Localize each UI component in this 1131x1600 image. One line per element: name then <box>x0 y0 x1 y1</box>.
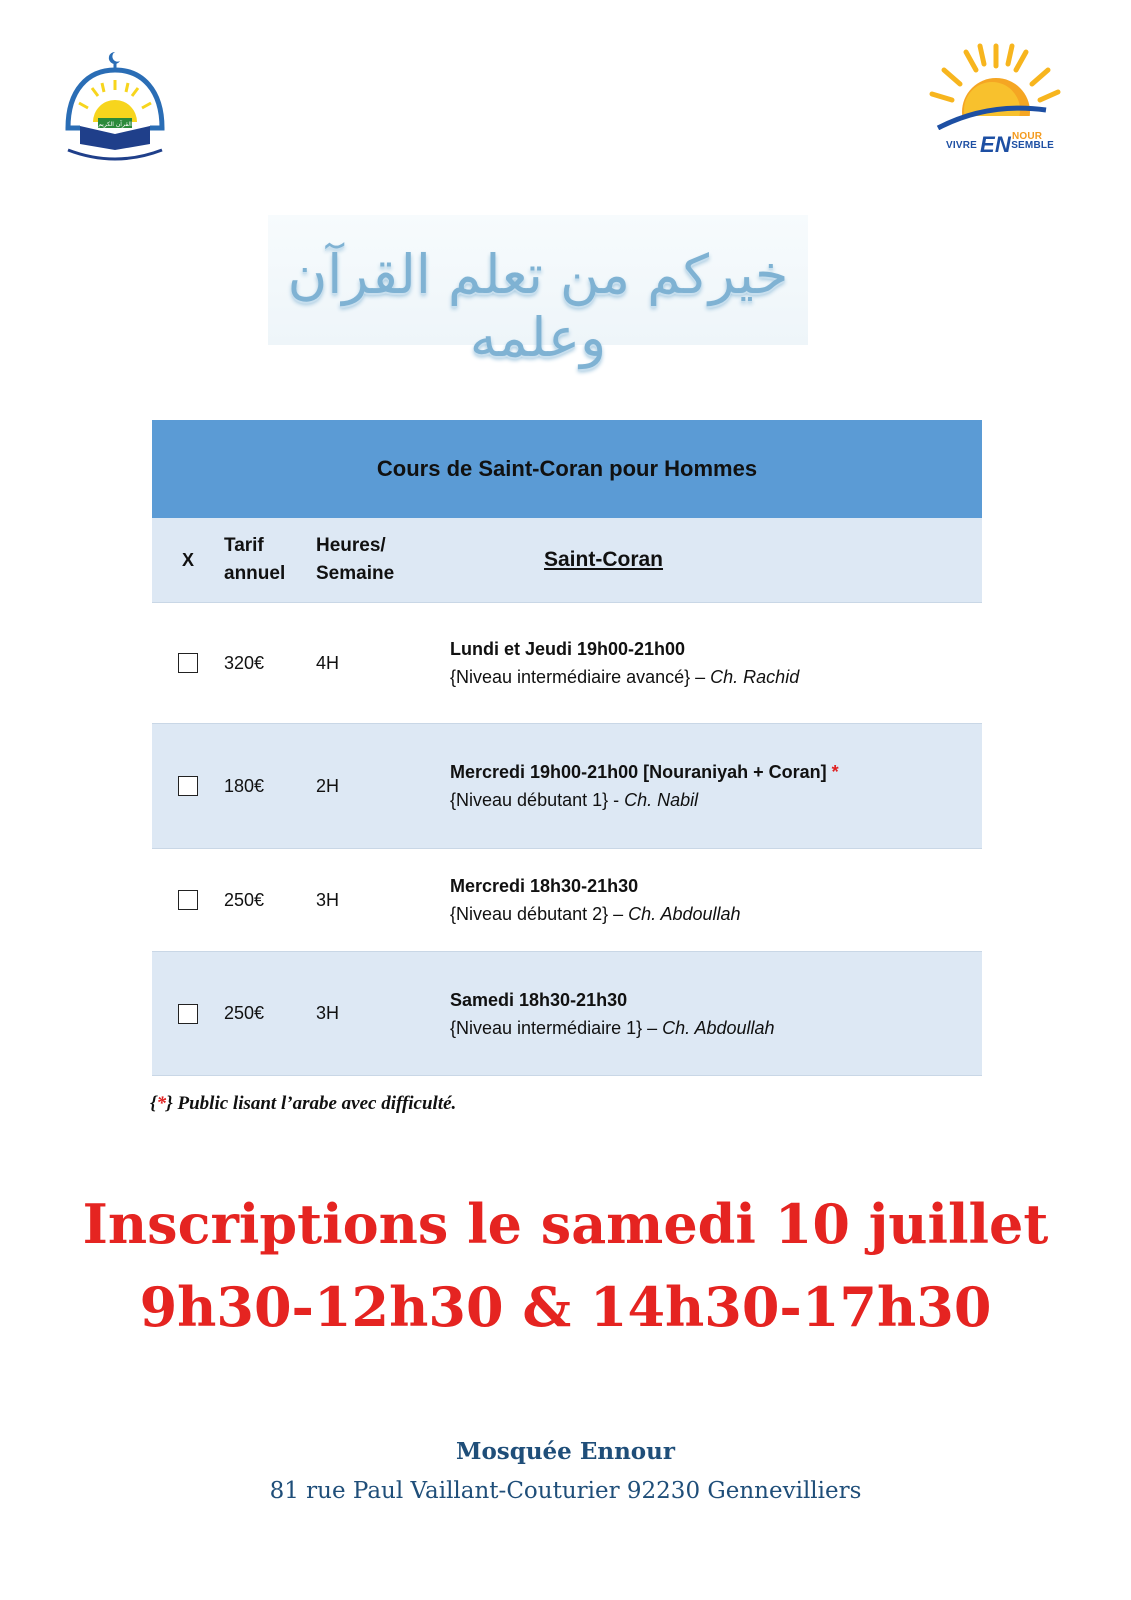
logo-left-text: القرآن الكريم <box>98 121 132 128</box>
header-heures-line1: Heures/ <box>316 535 386 556</box>
quran-institute-logo <box>58 50 173 170</box>
row-level: {Niveau débutant 1} - <box>450 790 625 810</box>
row-teacher: Ch. Nabil <box>624 790 699 810</box>
row-schedule: Mercredi 19h00-21h00 [Nouraniyah + Coran] <box>450 762 827 782</box>
row-heures: 2H <box>316 775 340 796</box>
row-level: {Niveau intermédiaire avancé} – <box>450 667 711 687</box>
table-row <box>152 603 982 724</box>
row-description <box>450 872 982 928</box>
row-schedule: Samedi 18h30-21h30 <box>450 989 628 1010</box>
registration-hours: 9h30-12h30 & 14h30-17h30 <box>139 1275 992 1339</box>
header-heures <box>316 532 450 588</box>
quran-institute-logo-icon <box>58 50 173 170</box>
wordmark-vivre: VIVRE <box>946 140 978 151</box>
header-heures-line2: Semaine <box>316 563 395 584</box>
mosque-address: 81 rue Paul Vaillant-Couturier 92230 Gennevilliers <box>269 1478 862 1504</box>
logo-right-wordmark <box>946 128 1055 157</box>
row-level: {Niveau intermédiaire 1} – <box>450 1017 663 1038</box>
calligraphy-banner <box>268 215 808 369</box>
row-description <box>450 635 982 691</box>
calligraphy-text: خيركم من تعلم القرآن وعلمه <box>287 243 789 369</box>
footnote <box>150 1093 456 1115</box>
row-teacher: Ch. Abdoullah <box>662 1017 775 1038</box>
table-row <box>152 849 982 952</box>
row-teacher: Ch. Abdoullah <box>628 904 741 924</box>
table-row <box>152 952 982 1076</box>
row-tarif: 180€ <box>224 775 265 796</box>
wordmark-nour: NOUR <box>1011 131 1043 142</box>
header-saint-coran: Saint-Coran <box>544 548 664 571</box>
asterisk-note: * <box>831 762 839 782</box>
footnote-text: Public lisant l’arabe avec difficulté. <box>172 1093 457 1114</box>
header-tarif-line1: Tarif <box>224 535 264 556</box>
row-tarif: 250€ <box>224 1003 265 1023</box>
row-heures: 3H <box>316 889 340 910</box>
header-tarif <box>224 532 316 588</box>
row-level: {Niveau débutant 2} – <box>450 904 629 924</box>
course-table <box>152 420 982 1076</box>
row-heures: 4H <box>316 652 340 673</box>
row-tarif: 320€ <box>224 652 265 673</box>
row-checkbox[interactable] <box>178 776 198 796</box>
header-x: X <box>181 549 194 570</box>
row-tarif: 250€ <box>224 889 265 910</box>
registration-headline: Inscriptions le samedi 10 juillet <box>82 1192 1049 1256</box>
header-tarif-line2: annuel <box>224 563 286 584</box>
row-checkbox[interactable] <box>178 653 198 673</box>
wordmark-semble: SEMBLE <box>1011 140 1055 151</box>
row-schedule: Lundi et Jeudi 19h00-21h00 <box>450 639 686 659</box>
table-title: Cours de Saint-Coran pour Hommes <box>152 420 982 518</box>
footnote-star: * <box>156 1093 167 1114</box>
footnote-open: { <box>150 1093 157 1114</box>
mosque-name: Mosquée Ennour <box>456 1438 675 1465</box>
row-heures: 3H <box>316 1003 340 1023</box>
row-description <box>450 758 982 814</box>
row-schedule: Mercredi 18h30-21h30 <box>450 876 639 896</box>
footnote-close: } <box>166 1093 173 1114</box>
row-checkbox[interactable] <box>178 890 198 910</box>
row-teacher: Ch. Rachid <box>710 667 800 687</box>
sun-logo-icon <box>918 40 1068 130</box>
wordmark-en: EN <box>980 132 1011 157</box>
table-header-row <box>152 518 982 603</box>
vivre-ensemble-logo <box>918 40 1068 157</box>
row-checkbox[interactable] <box>178 1004 198 1024</box>
table-row <box>152 724 982 849</box>
row-description <box>450 986 982 1042</box>
